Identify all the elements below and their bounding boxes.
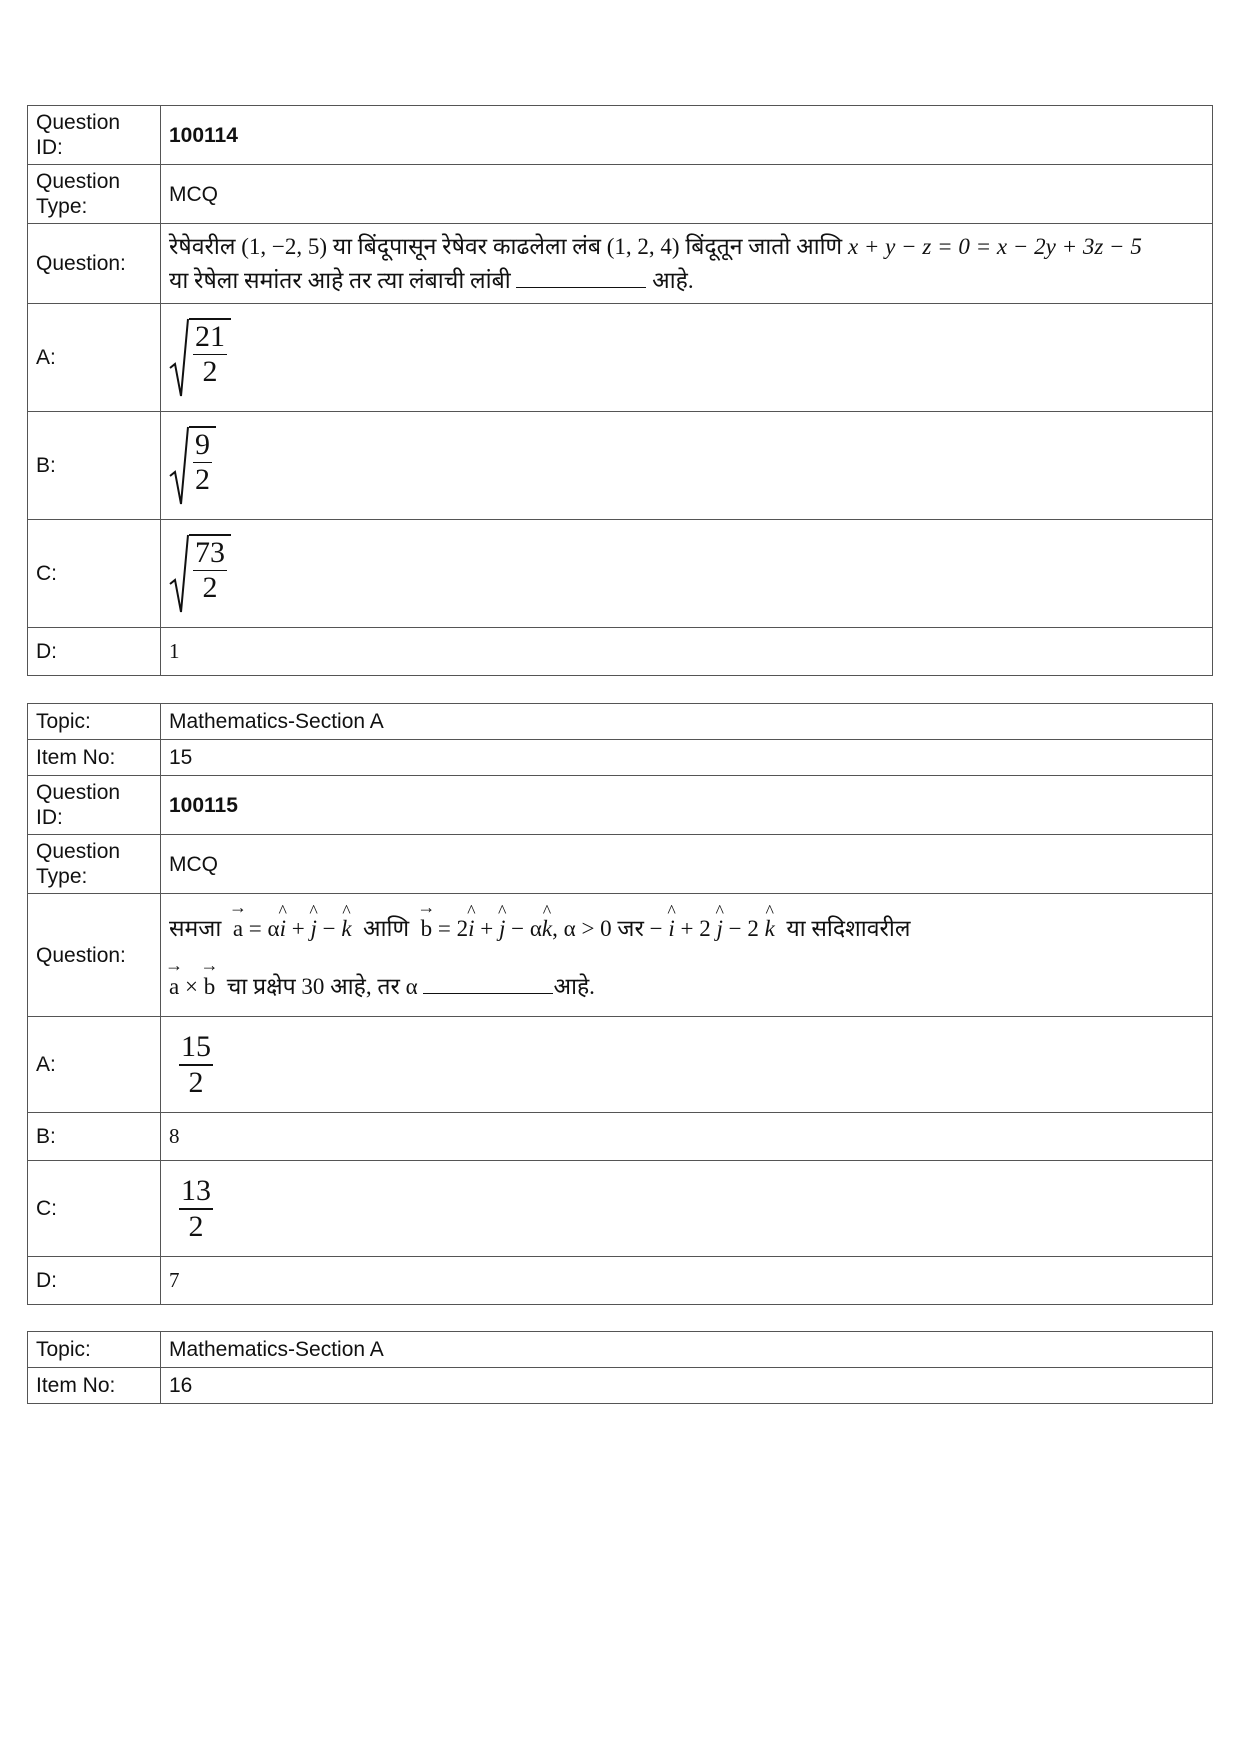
option-b-value: 8 (161, 1113, 1213, 1161)
item-no-label: Item No: (28, 740, 161, 776)
question-equation: x + y − z = 0 = x − 2y + 3z − 5 (847, 233, 1142, 259)
option-a-value (161, 1017, 1213, 1113)
sqrt-expression (169, 426, 216, 506)
option-d-value: 7 (161, 1257, 1213, 1305)
fraction (179, 1174, 213, 1244)
item-no-value: 15 (161, 740, 1213, 776)
fraction-numerator: 21 (195, 319, 225, 353)
option-a-label: A: (28, 304, 161, 412)
topic-label: Topic: (28, 704, 161, 740)
unit-vector-j: ^ j (716, 900, 722, 958)
option-b-value (161, 412, 1213, 520)
unit-vector-i: ^ i (280, 900, 286, 958)
question-text-part: चा प्रक्षेप 30 आहे, तर α (226, 974, 418, 999)
question-text (161, 894, 1213, 1017)
answer-blank (516, 267, 646, 288)
fraction (179, 1030, 213, 1100)
question-label: Question: (28, 894, 161, 1017)
option-b-label: B: (28, 412, 161, 520)
math-part: − α (511, 916, 542, 941)
question-table-100114 (27, 105, 1213, 676)
math-part: − 2 (728, 916, 759, 941)
vector-a: → a (233, 900, 243, 958)
unit-vector-k: ^ k (542, 900, 552, 958)
math-part: , α > 0 जर − (552, 916, 663, 941)
radical-sign-icon (169, 318, 189, 398)
question-id-label: Question ID: (28, 106, 161, 165)
option-c-label: C: (28, 520, 161, 628)
question-text-part: आहे. (553, 974, 595, 999)
fraction-denominator: 2 (195, 462, 210, 496)
option-b-label: B: (28, 1113, 161, 1161)
vector-b: → b (204, 958, 216, 1016)
math-part: × (184, 974, 198, 999)
question-type-label: Question Type: (28, 835, 161, 894)
question-text-part: आहे. (652, 267, 694, 293)
question-text (161, 224, 1213, 304)
radical-sign-icon (169, 426, 189, 506)
unit-vector-k: ^ k (341, 900, 351, 958)
radical-sign-icon (169, 534, 189, 614)
sqrt-expression (169, 534, 231, 614)
answer-blank (423, 973, 553, 994)
fraction-numerator: 73 (195, 535, 225, 569)
option-c-label: C: (28, 1161, 161, 1257)
option-d-label: D: (28, 1257, 161, 1305)
question-id-value: 100115 (161, 776, 1213, 835)
item-no-label: Item No: (28, 1368, 161, 1404)
unit-vector-i: ^ i (668, 900, 674, 958)
question-id-value: 100114 (161, 106, 1213, 165)
question-type-value: MCQ (161, 165, 1213, 224)
question-table-item-16 (27, 1331, 1213, 1404)
fraction-numerator: 13 (179, 1174, 213, 1210)
option-a-value (161, 304, 1213, 412)
unit-vector-j: ^ j (499, 900, 505, 958)
math-part: + 2 (680, 916, 711, 941)
vector-a: → a (169, 958, 179, 1016)
option-c-value (161, 520, 1213, 628)
math-part: = α (248, 916, 280, 941)
option-d-value: 1 (161, 628, 1213, 676)
topic-value: Mathematics-Section A (161, 1332, 1213, 1368)
math-part: + (480, 916, 494, 941)
option-a-label: A: (28, 1017, 161, 1113)
fraction-denominator: 2 (202, 570, 218, 604)
vector-b: → b (421, 900, 433, 958)
question-text-part: समजा (169, 916, 222, 941)
item-no-value: 16 (161, 1368, 1213, 1404)
question-text-part: आणि (363, 916, 410, 941)
math-part: + (291, 916, 305, 941)
question-type-value: MCQ (161, 835, 1213, 894)
fraction-denominator: 2 (188, 1065, 204, 1099)
option-d-label: D: (28, 628, 161, 676)
unit-vector-i: ^ i (468, 900, 474, 958)
unit-vector-k: ^ k (765, 900, 775, 958)
question-text-part: या रेषेला समांतर आहे तर त्या लंबाची लांबी (169, 267, 511, 293)
question-type-label: Question Type: (28, 165, 161, 224)
topic-label: Topic: (28, 1332, 161, 1368)
fraction-denominator: 2 (202, 354, 218, 388)
topic-value: Mathematics-Section A (161, 704, 1213, 740)
fraction-numerator: 15 (179, 1030, 213, 1066)
question-id-label: Question ID: (28, 776, 161, 835)
question-label: Question: (28, 224, 161, 304)
question-table-100115 (27, 703, 1213, 1305)
fraction-denominator: 2 (188, 1209, 204, 1243)
fraction-numerator: 9 (195, 427, 210, 461)
question-text-part: या सदिशावरील (786, 916, 911, 941)
sqrt-expression (169, 318, 231, 398)
option-c-value (161, 1161, 1213, 1257)
question-text-part: रेषेवरील (1, −2, 5) या बिंदूपासून रेषेवर काढलेला लंब (1, 2, 4) बिंदूतून जातो आणि (169, 233, 848, 259)
math-part: = 2 (437, 916, 469, 941)
math-part: − (322, 916, 336, 941)
unit-vector-j: ^ j (310, 900, 316, 958)
